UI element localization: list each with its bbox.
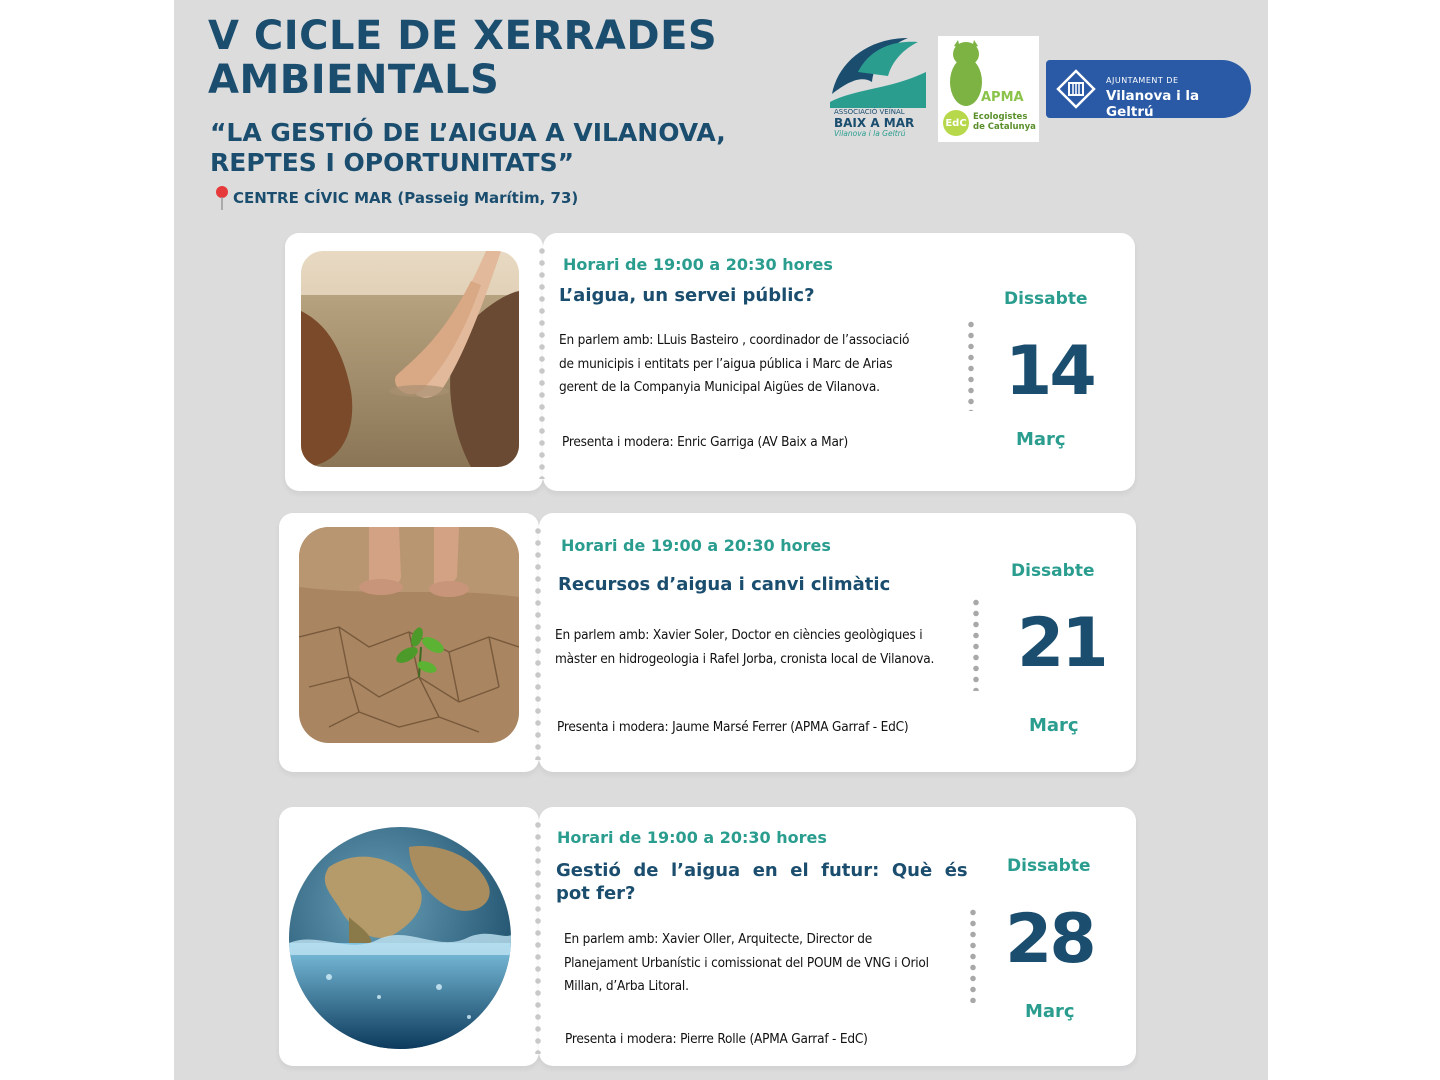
- event-title: [208, 14, 717, 102]
- talk-title: L’aigua, un servei públic?: [559, 285, 815, 306]
- talk-card: [279, 807, 1136, 1066]
- talk-card: [279, 513, 1136, 772]
- subtitle-line: “LA GESTIÓ DE L’AIGUA A VILANOVA,: [210, 118, 726, 147]
- description-line: Millan, d’Arba Litoral.: [564, 978, 689, 994]
- moderator-text: Presenta i modera: Pierre Rolle (APMA Garraf - EdC): [565, 1031, 868, 1047]
- moderator-text: Presenta i modera: Enric Garriga (AV Baix a Mar): [562, 434, 849, 450]
- ticket-perforation: [539, 245, 545, 479]
- talk-photo-panel: [279, 513, 539, 772]
- logo-text: ASSOCIACIÓ VEÏNAL: [834, 108, 905, 116]
- talk-title: Recursos d’aigua i canvi climàtic: [558, 574, 891, 595]
- weekday-label: Dissabte: [1004, 289, 1088, 309]
- hands-water-photo: [301, 251, 519, 467]
- schedule-text: Horari de 19:00 a 20:30 hores: [563, 255, 833, 274]
- subtitle-line: REPTES I OPORTUNITATS”: [210, 148, 575, 177]
- description-line: En parlem amb: LLuis Basteiro , coordinador de l’associació: [559, 332, 910, 348]
- logo-text: Vilanova i la Geltrú: [1106, 88, 1200, 120]
- title-line: pot fer?: [556, 883, 636, 904]
- logo-text: Ecologistes: [973, 112, 1028, 122]
- month-label: Març: [1025, 1001, 1075, 1022]
- title-line: AMBIENTALS: [208, 57, 500, 103]
- talk-description: [559, 329, 909, 400]
- wave-logo-icon: [828, 32, 928, 108]
- event-subtitle: [210, 118, 726, 178]
- schedule-text: Horari de 19:00 a 20:30 hores: [561, 536, 831, 555]
- dotted-divider: [973, 597, 979, 691]
- dotted-divider: [970, 907, 976, 1003]
- day-number: 21: [1017, 604, 1106, 683]
- description-line: En parlem amb: Xavier Oller, Arquitecte, Director de: [564, 931, 873, 947]
- owl-icon: [946, 40, 986, 110]
- edc-badge: [943, 110, 969, 136]
- day-number: 14: [1005, 332, 1094, 411]
- talk-title: [556, 859, 968, 905]
- talk-description: [564, 928, 929, 999]
- apma-label: APMA: [981, 90, 1024, 105]
- municipal-emblem-icon: [1056, 69, 1096, 109]
- talk-photo-panel: [279, 807, 539, 1066]
- logo-text: AJUNTAMENT DE: [1106, 76, 1179, 85]
- title-line: Gestió de l’aigua en el futur: Què és: [556, 860, 968, 881]
- talk-info-panel: [543, 233, 1135, 491]
- talk-card: [285, 233, 1135, 491]
- logo-text: BAIX A MAR: [834, 116, 915, 130]
- map-pin-icon: [214, 185, 230, 211]
- logo-text: Vilanova i la Geltrú: [834, 129, 906, 138]
- description-line: Planejament Urbanístic i comissionat del POUM de VNG i Oriol: [564, 954, 929, 971]
- ticket-perforation: [535, 525, 541, 760]
- edc-label: EdC: [945, 117, 967, 129]
- baix-a-mar-name: [834, 108, 924, 138]
- description-line: de municipis i entitats per l’aigua pública i Marc de Arias: [559, 355, 893, 372]
- logo-ajuntament: [1046, 60, 1251, 118]
- month-label: Març: [1029, 715, 1079, 736]
- description-line: màster en hidrogeologia i Rafel Jorba, cronista local de Vilanova.: [555, 650, 935, 667]
- logo-text: de Catalunya: [973, 122, 1036, 132]
- weekday-label: Dissabte: [1007, 856, 1091, 876]
- logo-apma: [938, 36, 1039, 142]
- weekday-label: Dissabte: [1011, 561, 1095, 581]
- ecologistes-label: [973, 112, 1036, 132]
- dotted-divider: [968, 319, 974, 411]
- earth-water-photo: [289, 827, 511, 1049]
- talk-description: [555, 624, 934, 671]
- logo-baix-a-mar: [828, 32, 928, 144]
- talk-photo-panel: [285, 233, 543, 491]
- schedule-text: Horari de 19:00 a 20:30 hores: [557, 828, 827, 847]
- day-number: 28: [1005, 900, 1094, 979]
- description-line: En parlem amb: Xavier Soler, Doctor en ciències geològiques i: [555, 627, 923, 643]
- dry-soil-plant-photo: [299, 527, 519, 743]
- talk-info-panel: [539, 807, 1136, 1066]
- title-line: V CICLE DE XERRADES: [208, 13, 718, 59]
- ticket-perforation: [535, 819, 541, 1054]
- moderator-text: Presenta i modera: Jaume Marsé Ferrer (APMA Garraf - EdC): [557, 719, 909, 735]
- talk-info-panel: [539, 513, 1136, 772]
- location-text: CENTRE CÍVIC MAR (Passeig Marítim, 73): [233, 189, 579, 207]
- description-line: gerent de la Companyia Municipal Aigües de Vilanova.: [559, 379, 880, 395]
- location: [214, 185, 578, 211]
- month-label: Març: [1016, 429, 1066, 450]
